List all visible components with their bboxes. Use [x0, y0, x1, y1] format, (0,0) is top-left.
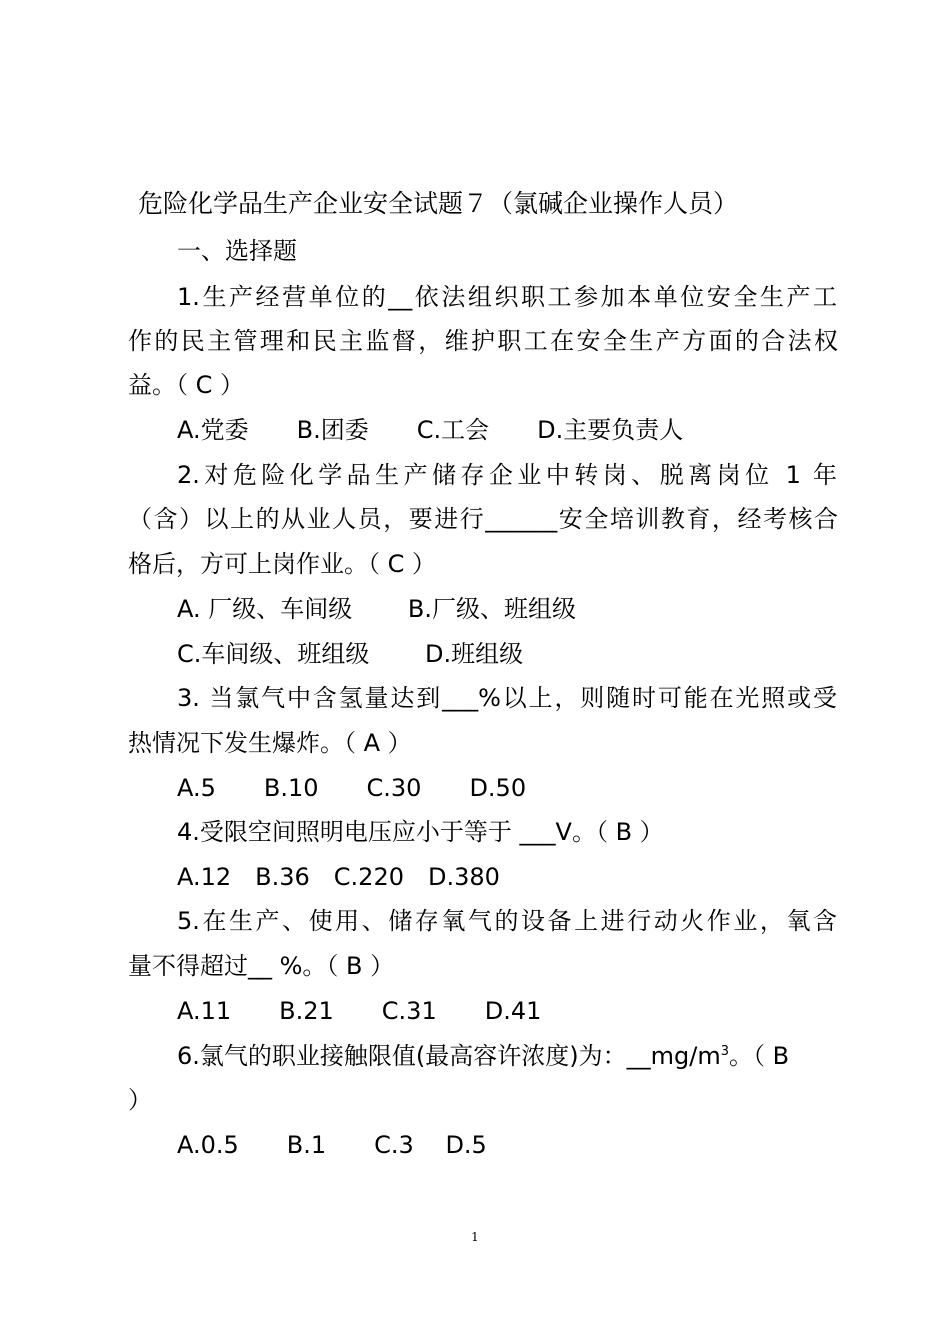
unit-superscript: 3: [720, 1044, 729, 1059]
question-2-line-3: 格后，方可上岗作业。（ C ）: [128, 550, 437, 578]
question-6-text: [177, 1038, 789, 1074]
question-3-options: A.5 B.10 C.30 D.50: [177, 774, 527, 802]
question-1-line-3: 益。（ C ）: [128, 371, 245, 399]
question-2-line-1: 2.对危险化学品生产储存企业中转岗、脱离岗位 1 年: [177, 461, 837, 489]
question-4-options: A.12 B.36 C.220 D.380: [177, 863, 500, 891]
section-heading: 一、选择题: [177, 237, 297, 265]
question-6-tail: 。（ B: [728, 1042, 790, 1070]
question-6-options: A.0.5 B.1 C.3 D.5: [177, 1131, 487, 1159]
question-5-line-1: 5.在生产、使用、储存氧气的设备上进行动火作业，氧含: [177, 907, 837, 935]
question-3-line-1: 3. 当氯气中含氢量达到___%以上，则随时可能在光照或受: [177, 684, 837, 712]
question-5-options: A.11 B.21 C.31 D.41: [177, 997, 542, 1025]
question-1-line-1: 1.生产经营单位的__依法组织职工参加本单位安全生产工: [177, 283, 837, 311]
question-2-options-2: C.车间级、班组级 D.班组级: [177, 640, 524, 668]
question-6-line-2: ）: [128, 1086, 152, 1114]
question-5-line-2: 量不得超过__ %。（ B ）: [128, 952, 395, 980]
question-1-options: A.党委 B.团委 C.工会 D.主要负责人: [177, 416, 684, 444]
question-4-line-1: 4.受限空间照明电压应小于等于 ___V。（ B ）: [177, 818, 664, 846]
question-2-options-1: A. 厂级、车间级 B.厂级、班组级: [177, 595, 576, 623]
question-6-main: 6.氯气的职业接触限值(最高容许浓度)为：__mg/m: [177, 1042, 721, 1070]
page-number: 1: [471, 1230, 479, 1244]
document-title: 危险化学品生产企业安全试题７（氯碱企业操作人员）: [138, 189, 739, 218]
question-6-line-1: [177, 1038, 837, 1074]
question-1-line-2: 作的民主管理和民主监督，维护职工在安全生产方面的合法权: [128, 327, 838, 355]
question-2-line-2: （含）以上的从业人员，要进行______安全培训教育，经考核合: [128, 505, 838, 533]
question-3-line-2: 热情况下发生爆炸。（ A ）: [128, 729, 412, 757]
